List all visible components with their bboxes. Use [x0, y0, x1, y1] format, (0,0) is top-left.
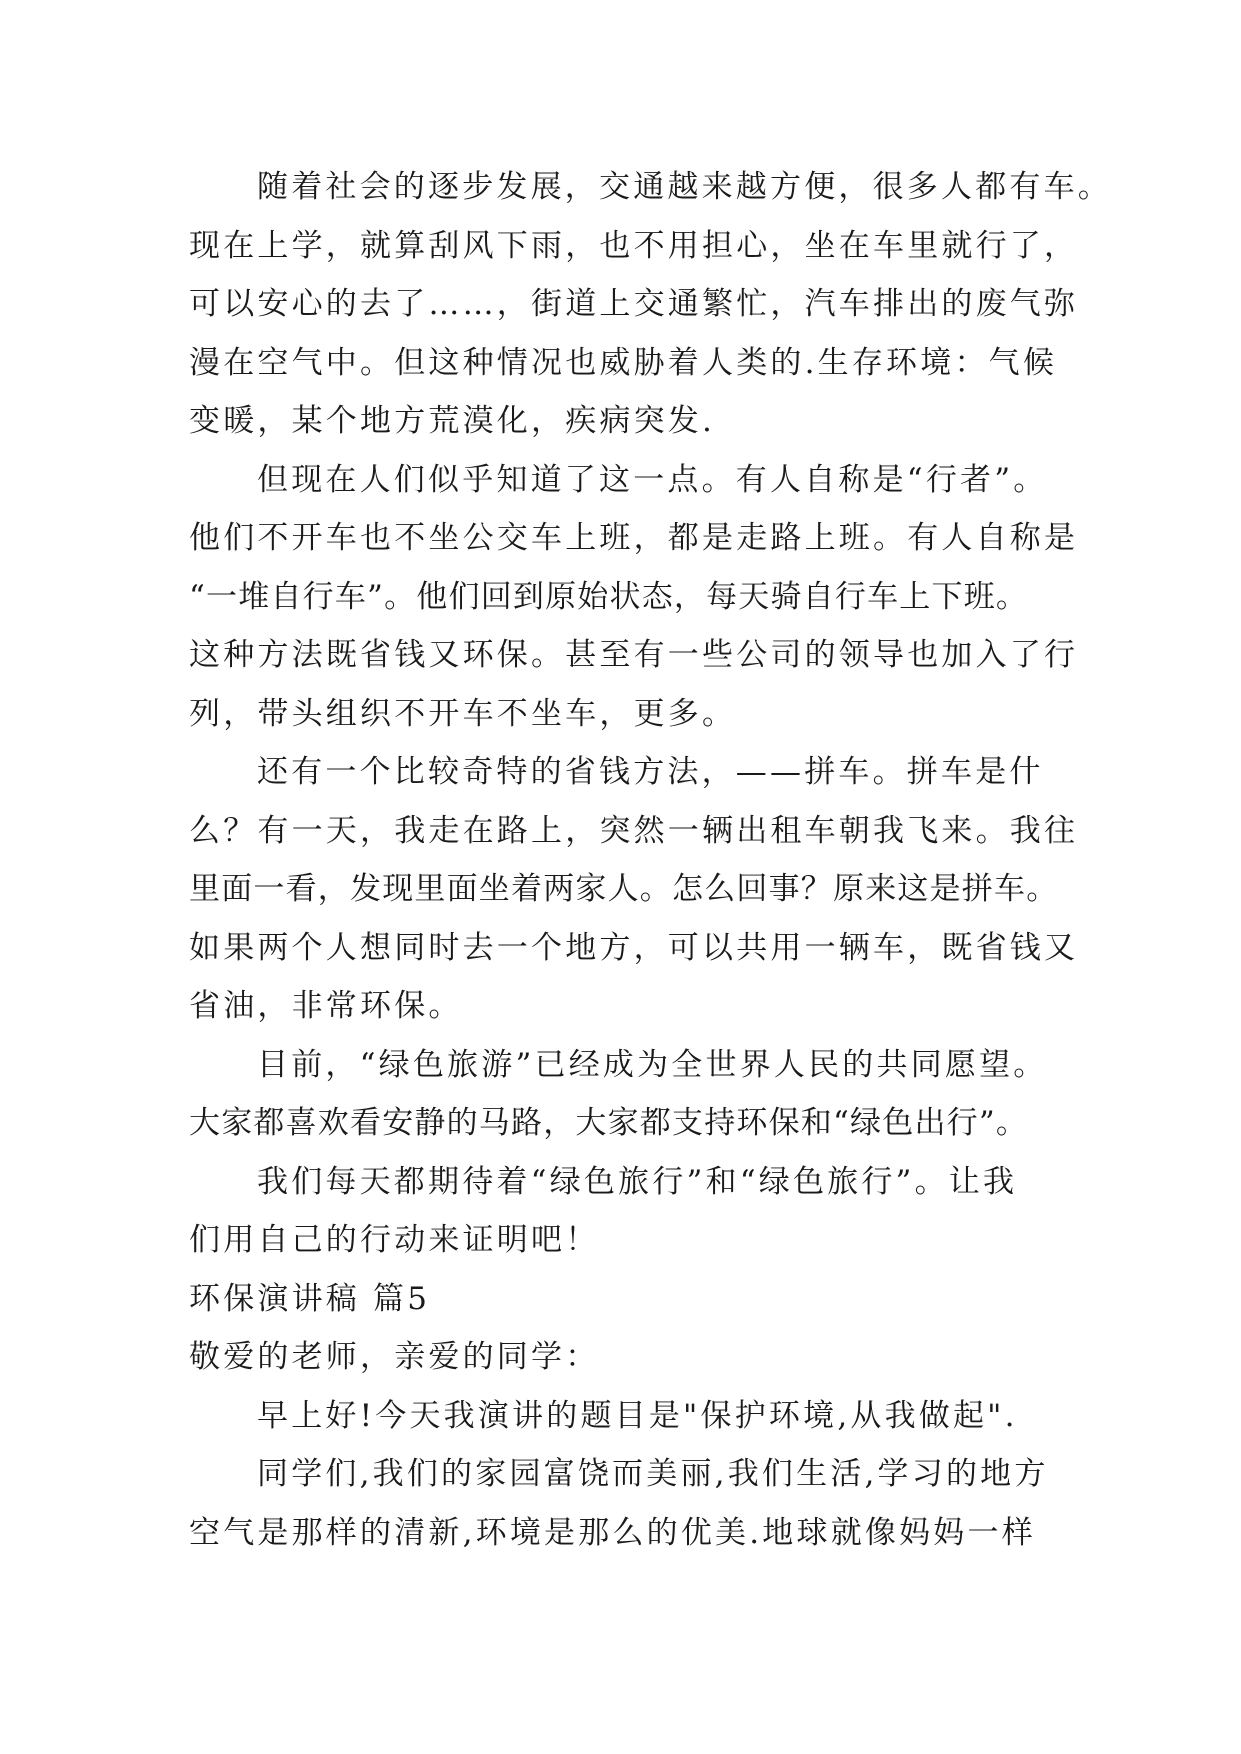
paragraph-line: 目前，“绿色旅游”已经成为全世界人民的共同愿望。 — [257, 1046, 1048, 1083]
speech-salutation: 敬爱的老师，亲爱的同学： — [189, 1339, 600, 1375]
paragraph-line: 省油，非常环保。 — [189, 988, 463, 1024]
paragraph-line: “一堆自行车”。他们回到原始状态，每天骑自行车上下班。 — [189, 578, 1029, 615]
paragraph-line: 这种方法既省钱又环保。甚至有一些公司的领导也加入了行 — [189, 637, 1079, 673]
paragraph-line: 早上好!今天我演讲的题目是"保护环境,从我做起". — [257, 1397, 1018, 1434]
paragraph-line: 现在上学，就算刮风下雨，也不用担心，坐在车里就行了， — [189, 227, 1079, 264]
paragraph-line: 空气是那样的清新,环境是那么的优美.地球就像妈妈一样 — [189, 1514, 1036, 1551]
paragraph-line: 还有一个比较奇特的省钱方法，——拼车。拼车是什 — [257, 754, 1044, 790]
paragraph-line: 们用自己的行动来证明吧！ — [189, 1222, 600, 1258]
paragraph-line: 他们不开车也不坐公交车上班，都是走路上班。有人自称是 — [189, 520, 1079, 556]
document-body — [189, 158, 1112, 1562]
paragraph-line: 漫在空气中。但这种情况也威胁着人类的.生存环境：气候 — [189, 344, 1058, 381]
paragraph-line: 但现在人们似乎知道了这一点。有人自称是“行者”。 — [257, 461, 1048, 498]
paragraph-line: 随着社会的逐步发展，交通越来越方便，很多人都有车。 — [257, 169, 1112, 205]
paragraph-line: 么？有一天，我走在路上，突然一辆出租车朝我飞来。我往 — [189, 812, 1079, 849]
paragraph-line: 里面一看，发现里面坐着两家人。怎么回事？原来这是拼车。 — [189, 871, 1059, 907]
paragraph-line: 同学们,我们的家园富饶而美丽,我们生活,学习的地方 — [257, 1456, 1049, 1492]
section-heading: 环保演讲稿 篇5 — [189, 1280, 431, 1317]
paragraph-line: 列，带头组织不开车不坐车，更多。 — [189, 695, 737, 732]
paragraph-line: 如果两个人想同时去一个地方，可以共用一辆车，既省钱又 — [189, 929, 1079, 966]
paragraph-line: 大家都喜欢看安静的马路，大家都支持环保和“绿色出行”。 — [189, 1105, 1029, 1141]
paragraph-line: 可以安心的去了……，街道上交通繁忙，汽车排出的废气弥 — [189, 286, 1079, 322]
paragraph-line: 变暖，某个地方荒漠化，疾病突发. — [189, 403, 716, 439]
paragraph-line: 我们每天都期待着“绿色旅行”和“绿色旅行”。让我 — [257, 1163, 1018, 1200]
